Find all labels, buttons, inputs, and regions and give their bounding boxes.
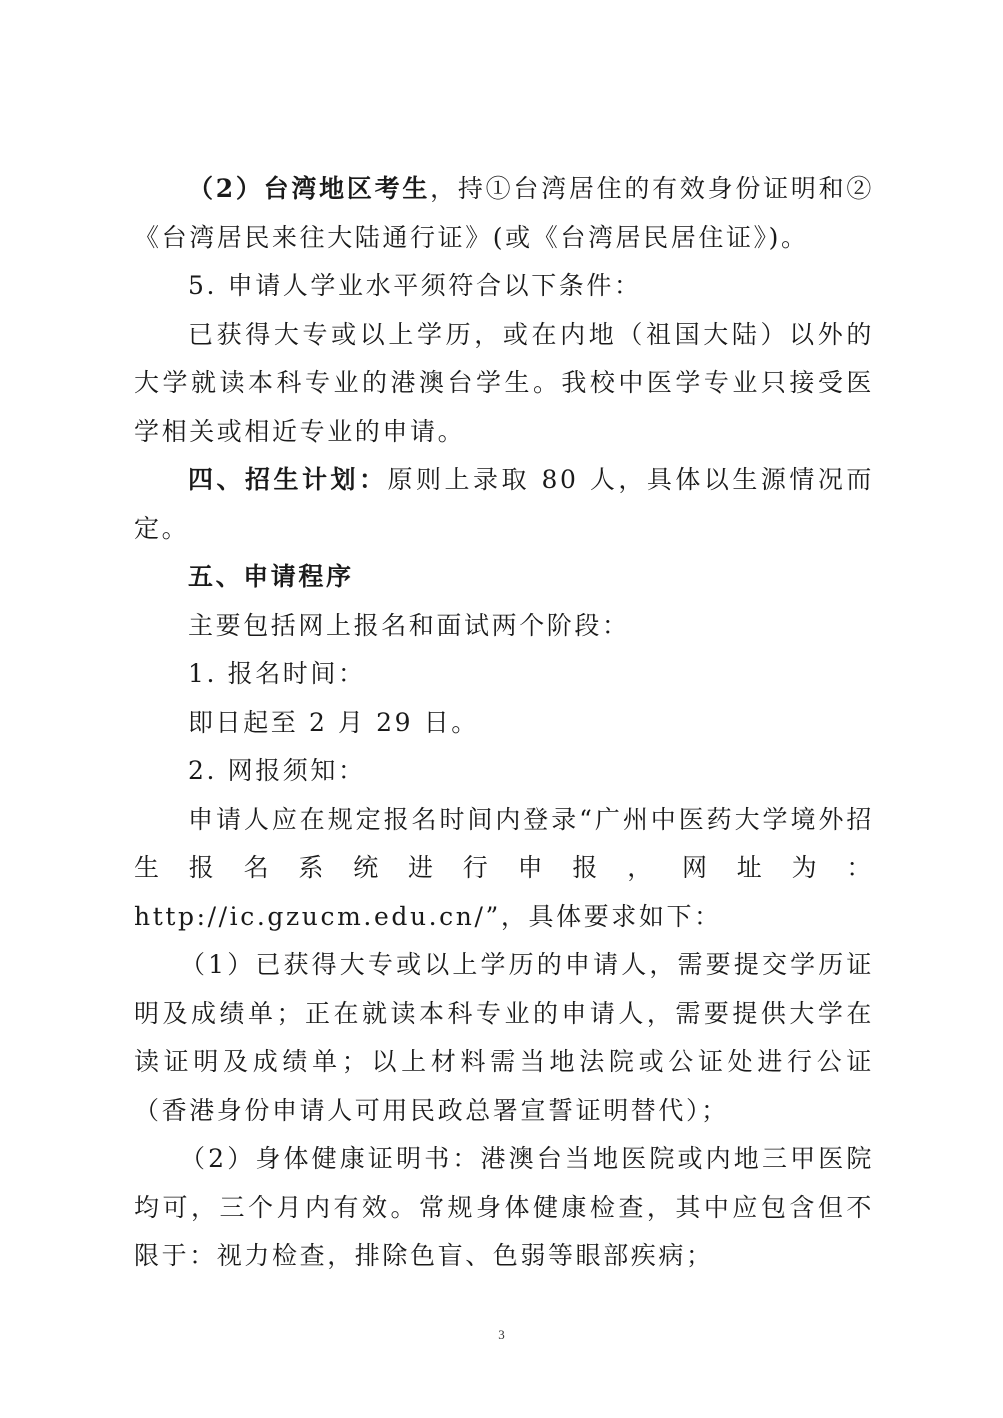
paragraph-academic-requirement-text: 已获得大专或以上学历，或在内地（祖国大陆）以外的大学就读本科专业的港澳台学生。我校中医学专业只接受医学相关或相近专业的申请。 bbox=[134, 319, 874, 446]
paragraph-academic-requirement-heading: 5. 申请人学业水平须符合以下条件： bbox=[188, 271, 642, 300]
taiwan-applicants-text: ，持①台湾居住的有效身份证明和②《台湾居民来往大陆通行证》(或《台湾居民居住证》)。 bbox=[134, 174, 875, 252]
paragraph-taiwan-applicants bbox=[134, 165, 874, 262]
paragraph-procedure-stages: 主要包括网上报名和面试两个阶段： bbox=[188, 610, 630, 640]
document-body bbox=[134, 165, 874, 1281]
paragraph-online-notice-heading: 2. 网报须知： bbox=[188, 756, 366, 785]
enrollment-plan-text: 原则上录取 80 人，具体以生源情况而定。 bbox=[134, 465, 874, 543]
paragraph-registration-time-heading: 1. 报名时间： bbox=[188, 659, 366, 688]
section-heading-application-procedure: 五、申请程序 bbox=[188, 562, 354, 591]
paragraph-requirement-1: （1）已获得大专或以上学历的申请人，需要提交学历证明及成绩单；正在就读本科专业的申请人，需要提供大学在读证明及成绩单；以上材料需当地法院或公证处进行公证（香港身份申请人可用民政总署宣誓证明替代）； bbox=[134, 950, 874, 1125]
paragraph-online-notice-text: 申请人应在规定报名时间内登录“广州中医药大学境外招生报名系统进行申报，网址为：http://ic.gzucm.edu.cn/”，具体要求如下： bbox=[134, 804, 874, 931]
paragraph-registration-time: 即日起至 2 月 29 日。 bbox=[188, 707, 479, 737]
taiwan-applicants-heading: （2）台湾地区考生 bbox=[188, 174, 431, 203]
paragraph-enrollment-plan bbox=[134, 456, 874, 553]
paragraph-requirement-2: （2）身体健康证明书：港澳台当地医院或内地三甲医院均可，三个月内有效。常规身体健康检查，其中应包含但不限于：视力检查，排除色盲、色弱等眼部疾病； bbox=[134, 1144, 874, 1270]
page-number: 3 bbox=[498, 1327, 505, 1342]
enrollment-plan-heading: 四、招生计划： bbox=[188, 465, 388, 494]
